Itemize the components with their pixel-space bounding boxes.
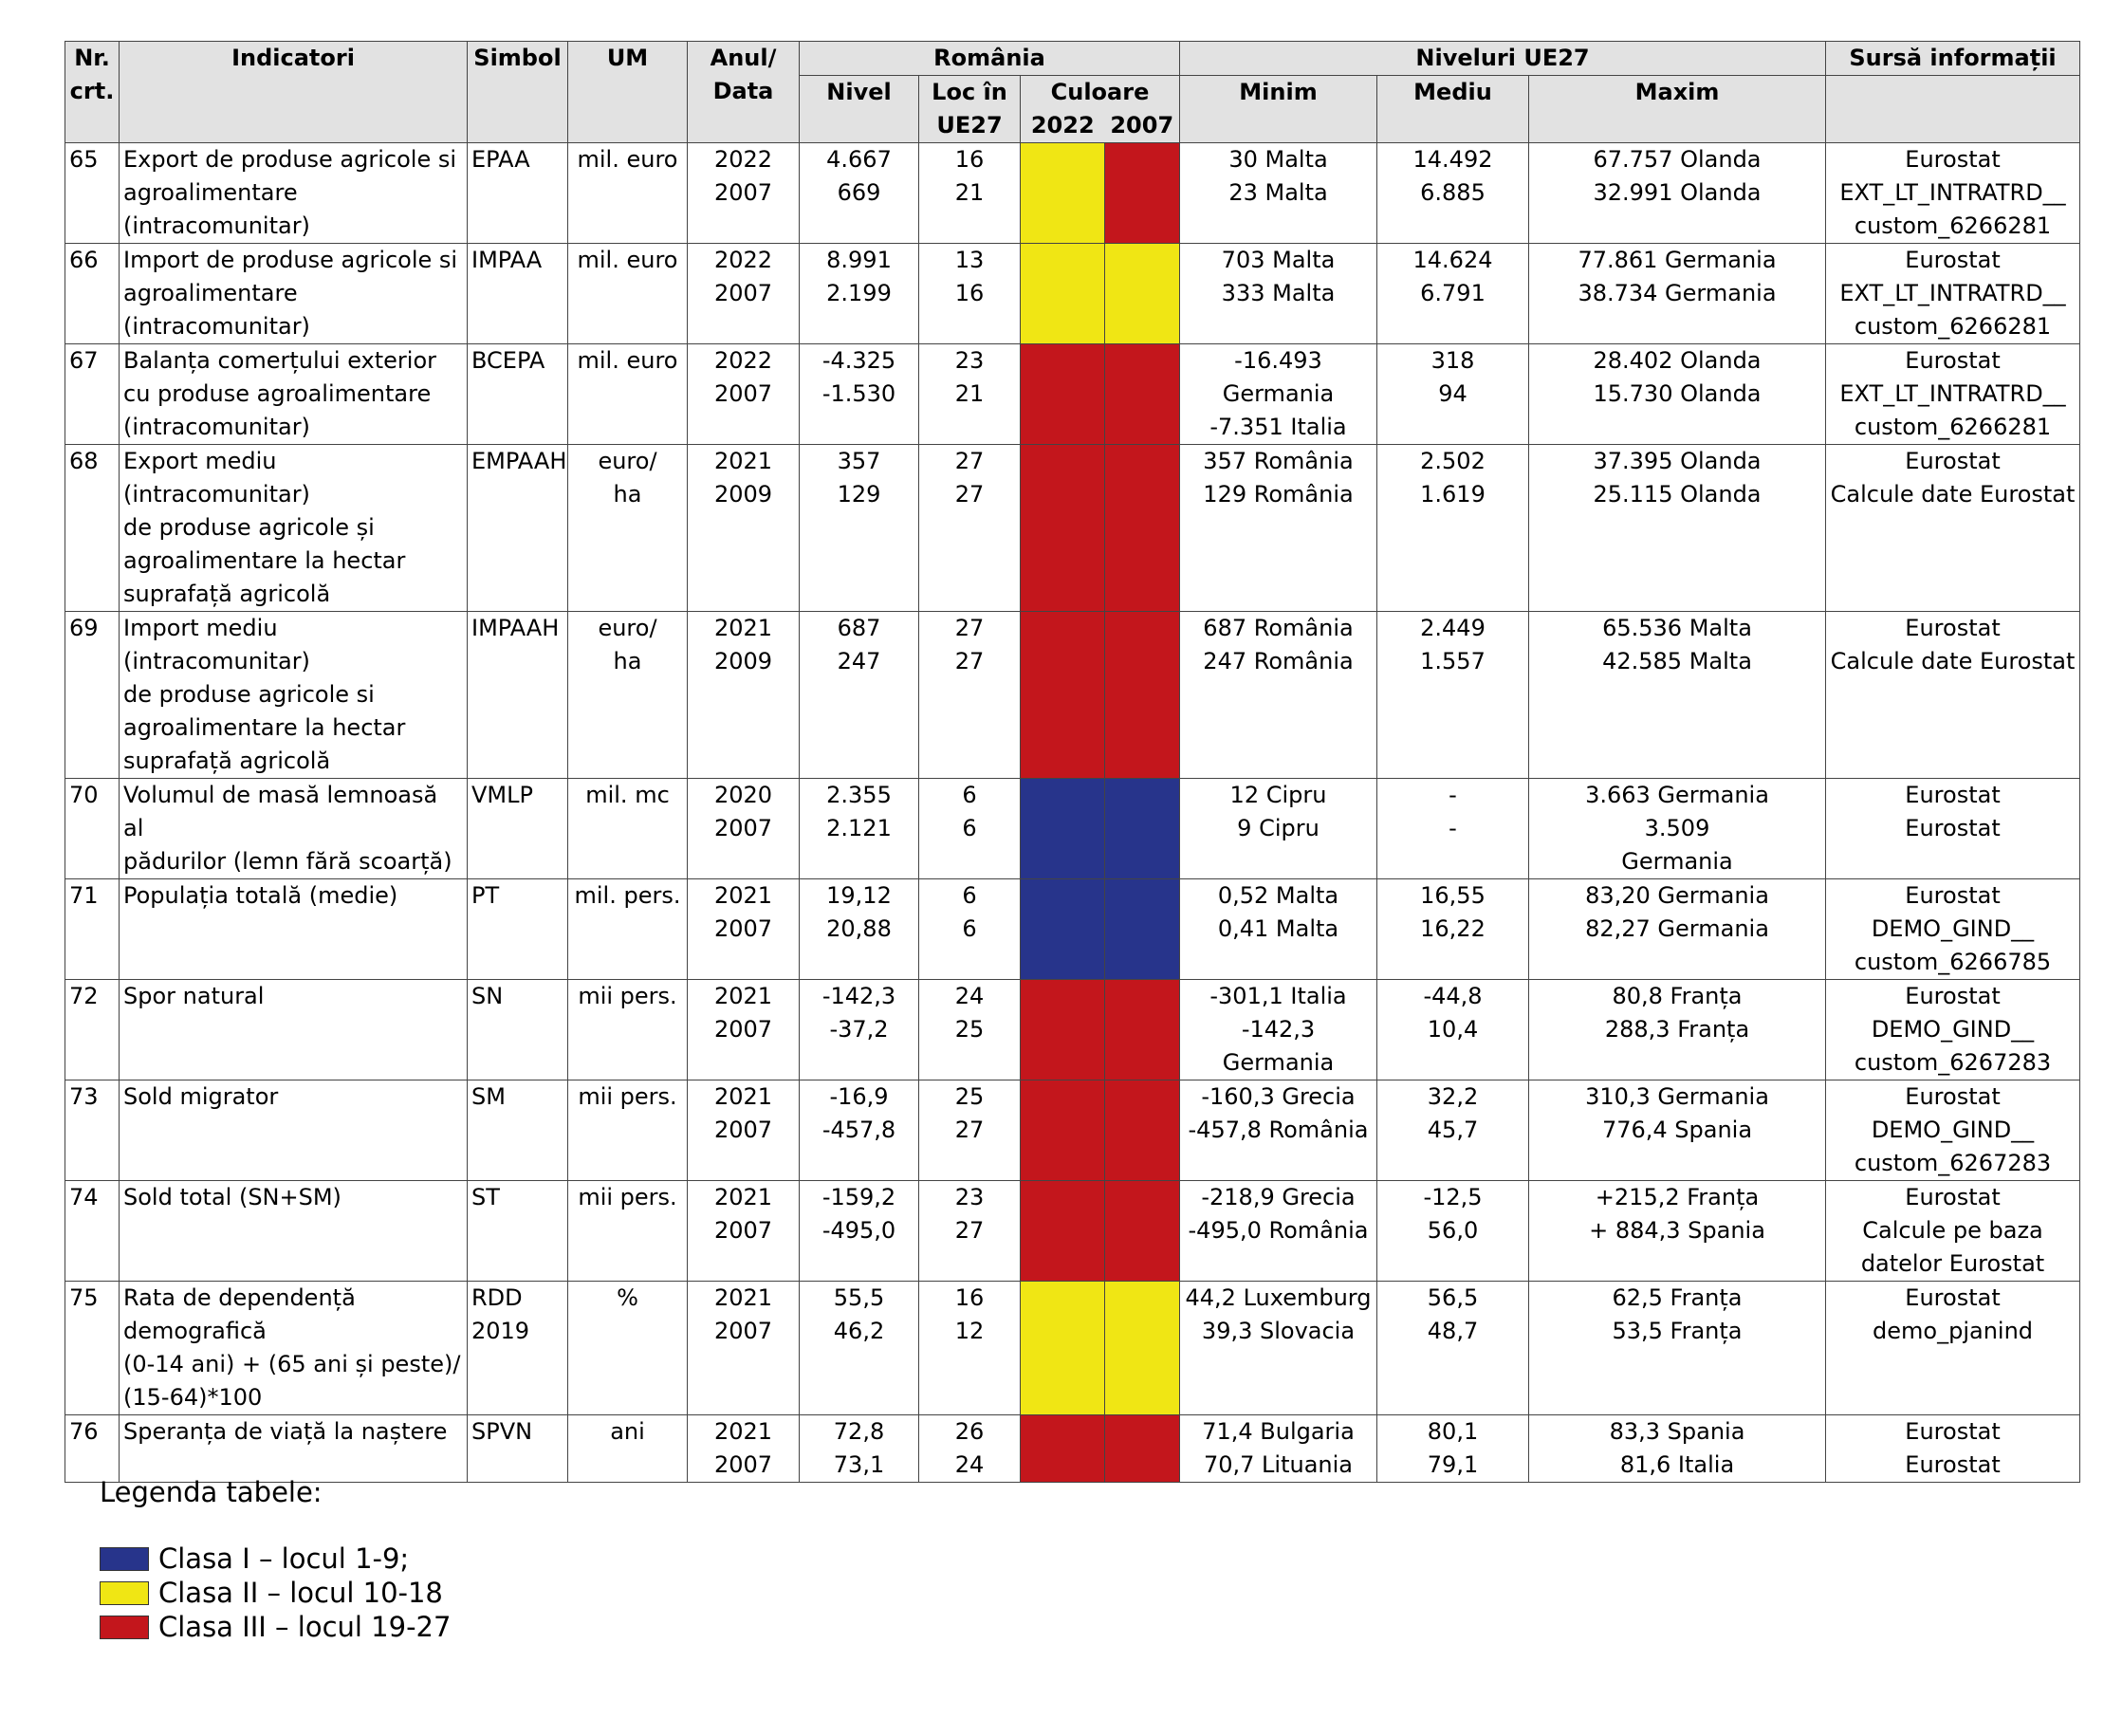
eu-max-cell: +215,2 Franța + 884,3 Spania (1529, 1181, 1826, 1282)
level-cell: 55,5 46,2 (800, 1282, 919, 1415)
legend-title: Legenda tabele: (100, 1476, 323, 1508)
source-cell: Eurostat EXT_LT_INTRATRD__ custom_6266281 (1826, 244, 2080, 344)
level-cell: 72,8 73,1 (800, 1415, 919, 1483)
eu-min-cell: -218,9 Grecia -495,0 România (1180, 1181, 1377, 1282)
row-number-cell: 70 (65, 779, 120, 879)
table-row (65, 779, 2080, 879)
color-2022-cell (1021, 1080, 1105, 1181)
unit-cell: mii pers. (568, 1181, 688, 1282)
eu-mean-cell: -12,5 56,0 (1377, 1181, 1529, 1282)
source-cell: Eurostat EXT_LT_INTRATRD__ custom_6266281 (1826, 143, 2080, 244)
color-2022-cell (1021, 1282, 1105, 1415)
year-cell: 2021 2007 (688, 1181, 800, 1282)
source-cell: Eurostat demo_pjanind (1826, 1282, 2080, 1415)
eu-max-cell: 310,3 Germania 776,4 Spania (1529, 1080, 1826, 1181)
eu-min-cell: 687 România 247 România (1180, 612, 1377, 779)
color-2007-cell (1105, 1282, 1180, 1415)
legend-label: Clasa III – locul 19-27 (158, 1611, 452, 1643)
header-minim: Minim (1180, 76, 1377, 143)
row-number-cell: 65 (65, 143, 120, 244)
indicator-cell: Export de produse agricole si agroalimentare (intracomunitar) (120, 143, 468, 244)
year-cell: 2021 2007 (688, 1282, 800, 1415)
symbol-cell: PT (468, 879, 568, 980)
level-cell: -159,2 -495,0 (800, 1181, 919, 1282)
table-row (65, 445, 2080, 612)
eu-min-cell: 71,4 Bulgaria 70,7 Lituania (1180, 1415, 1377, 1483)
year-cell: 2021 2007 (688, 879, 800, 980)
unit-cell: % (568, 1282, 688, 1415)
unit-cell: mil. euro (568, 143, 688, 244)
indicator-cell: Populația totală (medie) (120, 879, 468, 980)
header-culoare: Culoare (1021, 76, 1180, 110)
eu-mean-cell: -44,8 10,4 (1377, 980, 1529, 1080)
row-number-cell: 75 (65, 1282, 120, 1415)
row-number-cell: 68 (65, 445, 120, 612)
legend (100, 1475, 451, 1644)
header-sursa: Sursă informații (1826, 42, 2080, 76)
legend-item (100, 1610, 451, 1644)
eu-mean-cell: 80,1 79,1 (1377, 1415, 1529, 1483)
eu-mean-cell: 318 94 (1377, 344, 1529, 445)
year-cell: 2021 2007 (688, 1080, 800, 1181)
eu-min-cell: 0,52 Malta 0,41 Malta (1180, 879, 1377, 980)
eu-min-cell: 30 Malta 23 Malta (1180, 143, 1377, 244)
color-2007-cell (1105, 344, 1180, 445)
color-2022-cell (1021, 879, 1105, 980)
color-2022-cell (1021, 612, 1105, 779)
symbol-cell: SN (468, 980, 568, 1080)
eu-max-cell: 67.757 Olanda 32.991 Olanda (1529, 143, 1826, 244)
eu-min-cell: -16.493 Germania -7.351 Italia (1180, 344, 1377, 445)
row-number-cell: 66 (65, 244, 120, 344)
color-2007-cell (1105, 980, 1180, 1080)
header-simbol: Simbol (468, 42, 568, 143)
symbol-cell: RDD 2019 (468, 1282, 568, 1415)
color-2007-cell (1105, 1080, 1180, 1181)
level-cell: -4.325 -1.530 (800, 344, 919, 445)
legend-swatch (100, 1547, 149, 1571)
symbol-cell: BCEPA (468, 344, 568, 445)
unit-cell: mii pers. (568, 980, 688, 1080)
row-number-cell: 69 (65, 612, 120, 779)
color-2022-cell (1021, 779, 1105, 879)
source-cell: Eurostat DEMO_GIND__ custom_6267283 (1826, 980, 2080, 1080)
eu-max-cell: 80,8 Franța 288,3 Franța (1529, 980, 1826, 1080)
rank-cell: 23 21 (919, 344, 1021, 445)
source-cell: Eurostat Eurostat (1826, 779, 2080, 879)
year-cell: 2021 2009 (688, 445, 800, 612)
level-cell: 687 247 (800, 612, 919, 779)
color-2007-cell (1105, 244, 1180, 344)
unit-cell: mii pers. (568, 1080, 688, 1181)
color-2022-cell (1021, 980, 1105, 1080)
table-row (65, 344, 2080, 445)
eu-mean-cell: 32,2 45,7 (1377, 1080, 1529, 1181)
eu-mean-cell: 16,55 16,22 (1377, 879, 1529, 980)
unit-cell: mil. euro (568, 244, 688, 344)
row-number-cell: 67 (65, 344, 120, 445)
unit-cell: mil. mc (568, 779, 688, 879)
rank-cell: 27 27 (919, 612, 1021, 779)
table-row (65, 879, 2080, 980)
color-2022-cell (1021, 244, 1105, 344)
indicator-cell: Spor natural (120, 980, 468, 1080)
unit-cell: mil. pers. (568, 879, 688, 980)
header-nivel: Nivel (800, 76, 919, 143)
color-2022-cell (1021, 344, 1105, 445)
legend-swatch (100, 1581, 149, 1605)
symbol-cell: SM (468, 1080, 568, 1181)
source-cell: Eurostat Eurostat (1826, 1415, 2080, 1483)
color-2007-cell (1105, 1181, 1180, 1282)
year-cell: 2021 2009 (688, 612, 800, 779)
eu-min-cell: 357 România 129 România (1180, 445, 1377, 612)
unit-cell: mil. euro (568, 344, 688, 445)
level-cell: -142,3 -37,2 (800, 980, 919, 1080)
header-culoare-2007: 2007 (1105, 109, 1180, 143)
year-cell: 2021 2007 (688, 1415, 800, 1483)
source-cell: Eurostat DEMO_GIND__ custom_6267283 (1826, 1080, 2080, 1181)
row-number-cell: 74 (65, 1181, 120, 1282)
rank-cell: 6 6 (919, 879, 1021, 980)
row-number-cell: 73 (65, 1080, 120, 1181)
table-row (65, 612, 2080, 779)
indicator-cell: Import de produse agricole si agroalimentare (intracomunitar) (120, 244, 468, 344)
color-2022-cell (1021, 143, 1105, 244)
eu-mean-cell: 14.492 6.885 (1377, 143, 1529, 244)
symbol-cell: ST (468, 1181, 568, 1282)
indicator-cell: Sold migrator (120, 1080, 468, 1181)
level-cell: 19,12 20,88 (800, 879, 919, 980)
table-row (65, 1415, 2080, 1483)
header-indicatori: Indicatori (120, 42, 468, 143)
symbol-cell: IMPAAH (468, 612, 568, 779)
rank-cell: 27 27 (919, 445, 1021, 612)
rank-cell: 13 16 (919, 244, 1021, 344)
eu-min-cell: 12 Cipru 9 Cipru (1180, 779, 1377, 879)
eu-max-cell: 28.402 Olanda 15.730 Olanda (1529, 344, 1826, 445)
color-2007-cell (1105, 612, 1180, 779)
header-mediu: Mediu (1377, 76, 1529, 143)
eu-min-cell: -301,1 Italia -142,3 Germania (1180, 980, 1377, 1080)
level-cell: 4.667 669 (800, 143, 919, 244)
unit-cell: ani (568, 1415, 688, 1483)
rank-cell: 24 25 (919, 980, 1021, 1080)
unit-cell: euro/ ha (568, 612, 688, 779)
table-row (65, 1181, 2080, 1282)
symbol-cell: EPAA (468, 143, 568, 244)
legend-label: Clasa I – locul 1-9; (158, 1542, 410, 1575)
year-cell: 2022 2007 (688, 143, 800, 244)
eu-min-cell: -160,3 Grecia -457,8 România (1180, 1080, 1377, 1181)
header-niveluri: Niveluri UE27 (1180, 42, 1826, 76)
symbol-cell: SPVN (468, 1415, 568, 1483)
eu-max-cell: 77.861 Germania 38.734 Germania (1529, 244, 1826, 344)
indicator-cell: Speranța de viață la naștere (120, 1415, 468, 1483)
color-2007-cell (1105, 1415, 1180, 1483)
rank-cell: 6 6 (919, 779, 1021, 879)
level-cell: 2.355 2.121 (800, 779, 919, 879)
indicators-table (65, 41, 2080, 1483)
rank-cell: 25 27 (919, 1080, 1021, 1181)
year-cell: 2021 2007 (688, 980, 800, 1080)
color-2007-cell (1105, 779, 1180, 879)
row-number-cell: 72 (65, 980, 120, 1080)
color-2022-cell (1021, 1181, 1105, 1282)
table-row (65, 1080, 2080, 1181)
table-row (65, 980, 2080, 1080)
table-row (65, 244, 2080, 344)
legend-item (100, 1542, 451, 1576)
header-culoare-2022: 2022 (1021, 109, 1105, 143)
rank-cell: 26 24 (919, 1415, 1021, 1483)
indicator-cell: Export mediu (intracomunitar) de produse agricole și agroalimentare la hectar suprafață agricolă (120, 445, 468, 612)
symbol-cell: VMLP (468, 779, 568, 879)
rank-cell: 16 12 (919, 1282, 1021, 1415)
eu-mean-cell: 14.624 6.791 (1377, 244, 1529, 344)
indicator-cell: Balanța comerțului exterior cu produse agroalimentare (intracomunitar) (120, 344, 468, 445)
source-cell: Eurostat Calcule date Eurostat (1826, 612, 2080, 779)
eu-max-cell: 65.536 Malta 42.585 Malta (1529, 612, 1826, 779)
indicator-cell: Volumul de masă lemnoasă al pădurilor (lemn fără scoarță) (120, 779, 468, 879)
eu-max-cell: 37.395 Olanda 25.115 Olanda (1529, 445, 1826, 612)
color-2007-cell (1105, 143, 1180, 244)
eu-mean-cell: 2.449 1.557 (1377, 612, 1529, 779)
eu-max-cell: 83,3 Spania 81,6 Italia (1529, 1415, 1826, 1483)
level-cell: 357 129 (800, 445, 919, 612)
level-cell: 8.991 2.199 (800, 244, 919, 344)
row-number-cell: 71 (65, 879, 120, 980)
eu-max-cell: 83,20 Germania 82,27 Germania (1529, 879, 1826, 980)
header-sursa-blank (1826, 76, 2080, 143)
header-nr: Nr. crt. (65, 42, 120, 143)
legend-swatch (100, 1616, 149, 1639)
header-loc: Loc în UE27 (919, 76, 1021, 143)
year-cell: 2020 2007 (688, 779, 800, 879)
indicator-cell: Import mediu (intracomunitar) de produse agricole si agroalimentare la hectar suprafață agricolă (120, 612, 468, 779)
year-cell: 2022 2007 (688, 344, 800, 445)
eu-min-cell: 44,2 Luxemburg 39,3 Slovacia (1180, 1282, 1377, 1415)
header-maxim: Maxim (1529, 76, 1826, 143)
color-2007-cell (1105, 445, 1180, 612)
header-anul: Anul/ Data (688, 42, 800, 143)
eu-mean-cell: 2.502 1.619 (1377, 445, 1529, 612)
year-cell: 2022 2007 (688, 244, 800, 344)
legend-item (100, 1576, 451, 1610)
table-row (65, 143, 2080, 244)
eu-mean-cell: 56,5 48,7 (1377, 1282, 1529, 1415)
header-um: UM (568, 42, 688, 143)
eu-max-cell: 3.663 Germania 3.509 Germania (1529, 779, 1826, 879)
source-cell: Eurostat DEMO_GIND__ custom_6266785 (1826, 879, 2080, 980)
unit-cell: euro/ ha (568, 445, 688, 612)
eu-max-cell: 62,5 Franța 53,5 Franța (1529, 1282, 1826, 1415)
header-romania: România (800, 42, 1180, 76)
eu-mean-cell: - - (1377, 779, 1529, 879)
level-cell: -16,9 -457,8 (800, 1080, 919, 1181)
color-2007-cell (1105, 879, 1180, 980)
source-cell: Eurostat EXT_LT_INTRATRD__ custom_6266281 (1826, 344, 2080, 445)
eu-min-cell: 703 Malta 333 Malta (1180, 244, 1377, 344)
indicator-cell: Rata de dependență demografică (0-14 ani) + (65 ani și peste)/ (15-64)*100 (120, 1282, 468, 1415)
symbol-cell: IMPAA (468, 244, 568, 344)
table-row (65, 1282, 2080, 1415)
source-cell: Eurostat Calcule pe baza datelor Eurostat (1826, 1181, 2080, 1282)
symbol-cell: EMPAAH (468, 445, 568, 612)
legend-label: Clasa II – locul 10-18 (158, 1577, 443, 1609)
color-2022-cell (1021, 1415, 1105, 1483)
rank-cell: 16 21 (919, 143, 1021, 244)
color-2022-cell (1021, 445, 1105, 612)
source-cell: Eurostat Calcule date Eurostat (1826, 445, 2080, 612)
rank-cell: 23 27 (919, 1181, 1021, 1282)
row-number-cell: 76 (65, 1415, 120, 1483)
indicator-cell: Sold total (SN+SM) (120, 1181, 468, 1282)
